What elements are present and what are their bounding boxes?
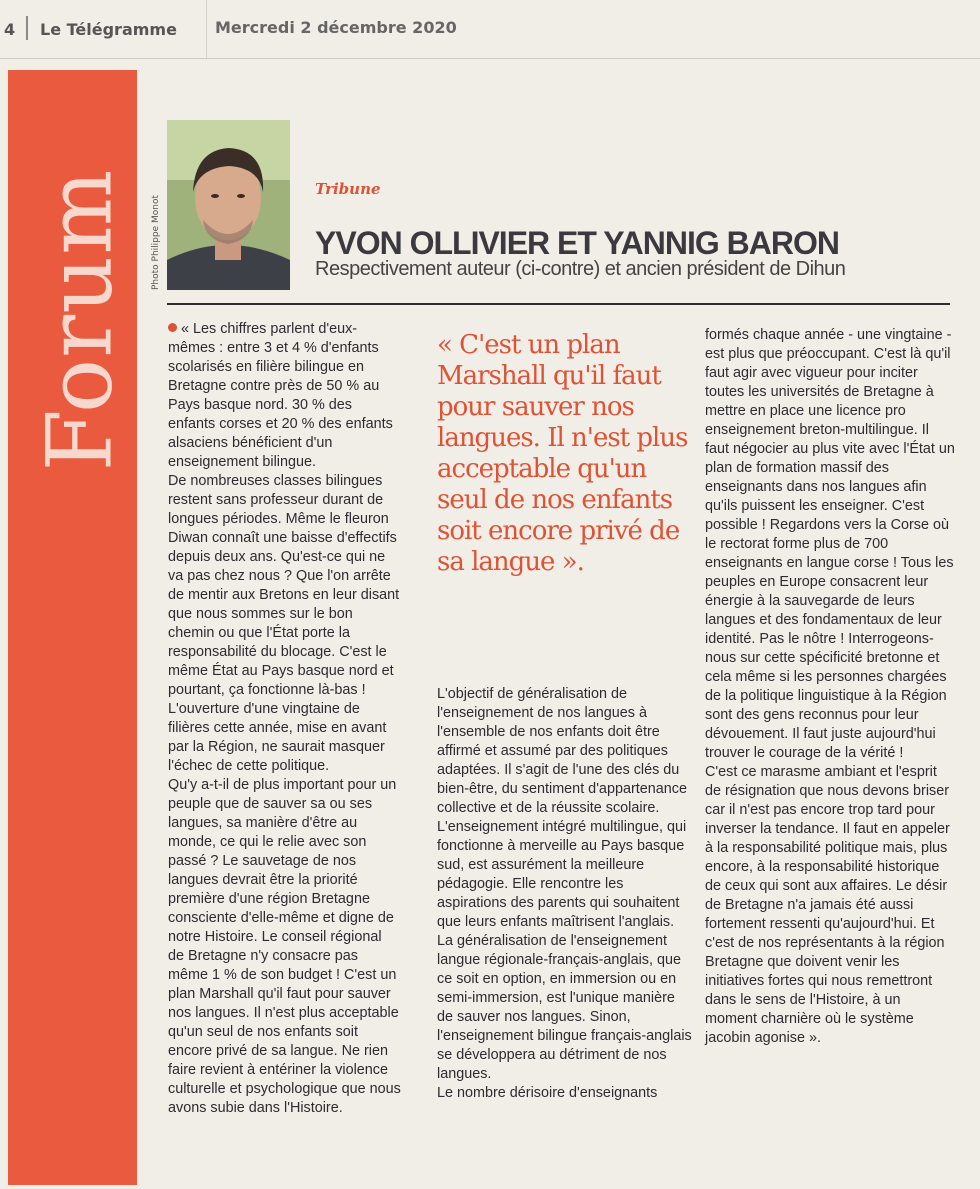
paragraph-text: « Les chiffres parlent d'eux-mêmes : entre 3 et 4 % d'enfants scolarisés en filière bilingue en Bretagne contre près de 50 % au Pays basque nord. 30 % des enfants corses et 20 % des enfants alsaciens bénéficient d'un enseignement bilingue. <box>168 321 393 470</box>
paragraph: C'est ce marasme ambiant et l'esprit de résignation que nous devons briser car il n'est pas encore trop tard pour inverser la tendance. Il faut en appeler à la responsabilité politique mais, plus encore, à la responsabilité historique de ceux qui sont aux affaires. Le désir de Bretagne n'a jamais été aussi fortement ressenti qu'aujourd'hui. Et c'est de nos représentants à la région Bretagne que doivent venir les initiatives fortes qui nous remettront dans le sens de l'Histoire, à un moment charnière où le système jacobin agonise ». <box>705 764 950 1046</box>
author-photo <box>167 120 290 290</box>
paragraph <box>168 320 401 472</box>
paragraph: formés chaque année - une vingtaine - est plus que préoccupant. C'est là qu'il faut agir avec vigueur pour inciter toutes les universités de Bretagne à mettre en place une licence pro enseignement breton-multilingue. Il faut négocier au plus vite avec l'État un plan de formation massif des enseignants dans nos langues afin qu'ils puissent les enseigner. C'est possible ! Regardons vers la Corse où le rectorat forme plus de 700 enseignants en langue corse ! Tous les peuples en Europe consacrent leur énergie à la sauvegarde de leurs langues et des fondamentaux de leur identité. Pas le nôtre ! Interrogeons-nous sur cette spécificité bretonne et cela même si les personnes chargées de la politique linguistique à la Région sont des gens reconnus pour leur dévouement. Il faut juste aujourd'hui trouver le courage de la vérité ! <box>705 327 955 761</box>
page-header <box>0 0 980 59</box>
page-fold <box>206 0 207 58</box>
column-2 <box>437 685 692 1103</box>
portrait-image <box>167 120 290 290</box>
pull-quote: « C'est un plan Marshall qu'il faut pour sauver nos langues. Il n'est plus acceptable qu'un seul de nos enfants soit encore privé de sa langue ». <box>437 330 688 577</box>
paragraph: Qu'y a-t-il de plus important pour un peuple que de sauver sa ou ses langues, sa manière d'être au monde, ce qui le relie avec son passé ? Le sauvetage de nos langues devrait être la priorité première d'une région Bretagne consciente d'elle-même et digne de notre Histoire. Le conseil régional de Bretagne n'y consacre pas même 1 % de son budget ! C'est un plan Marshall qu'il faut pour sauver nos langues. Il n'est plus acceptable qu'un seul de nos enfants soit encore privé de sa langue. Ne rien faire revient à entériner la violence culturelle et psychologique que nous avons subie dans l'Histoire. <box>168 777 401 1116</box>
column-1 <box>168 320 401 1118</box>
publication-name: Le Télégramme <box>40 20 177 39</box>
paragraph: De nombreuses classes bilingues restent sans professeur durant de longues périodes. Même le fleuron Diwan connaît une baisse d'effectifs depuis deux ans. Qu'est-ce qui ne va pas chez nous ? Que l'on arrête de mentir aux Bretons en leur disant que nous sommes sur le bon chemin ou que l'État porte la responsabilité du blocage. C'est le même État au Pays basque nord et pourtant, ça fonctionne là-bas ! L'ouverture d'une vingtaine de filières cette année, mise en avant par la Région, ne saurait masquer l'échec de cette politique. <box>168 473 400 774</box>
article-subtitle: Respectivement auteur (ci-contre) et ancien président de Dihun <box>315 258 846 280</box>
header-divider <box>26 16 28 40</box>
page-number: 4 <box>4 20 16 39</box>
section-band <box>8 70 137 1185</box>
photo-credit: Photo Philippe Monot <box>151 194 161 290</box>
article-kicker: Tribune <box>315 180 381 198</box>
section-title: Forum <box>27 168 133 472</box>
issue-date: Mercredi 2 décembre 2020 <box>215 18 457 37</box>
bullet-icon <box>168 323 177 332</box>
paragraph: Le nombre dérisoire d'enseignants <box>437 1085 658 1101</box>
paragraph: L'objectif de généralisation de l'enseignement de nos langues à l'ensemble de nos enfants doit être affirmé et assumé par des politiques adaptées. Il s'agit de l'une des clés du bien-être, du sentiment d'appartenance collective et de la réussite scolaire. <box>437 686 687 816</box>
paragraph: L'enseignement intégré multilingue, qui fonctionne à merveille au Pays basque sud, est assurément la meilleure pédagogie. Elle rencontre les aspirations des parents qui souhaitent que leurs enfants maîtrisent l'anglais. La généralisation de l'enseignement langue régionale-français-anglais, que ce soit en option, en immersion ou en semi-immersion, est l'unique manière de sauver nos langues. Sinon, l'enseignement bilingue français-anglais se développera au détriment de nos langues. <box>437 819 692 1082</box>
header-rule <box>167 303 950 305</box>
article-headline: YVON OLLIVIER ET YANNIG BARON <box>315 225 839 261</box>
column-3 <box>705 326 955 1048</box>
